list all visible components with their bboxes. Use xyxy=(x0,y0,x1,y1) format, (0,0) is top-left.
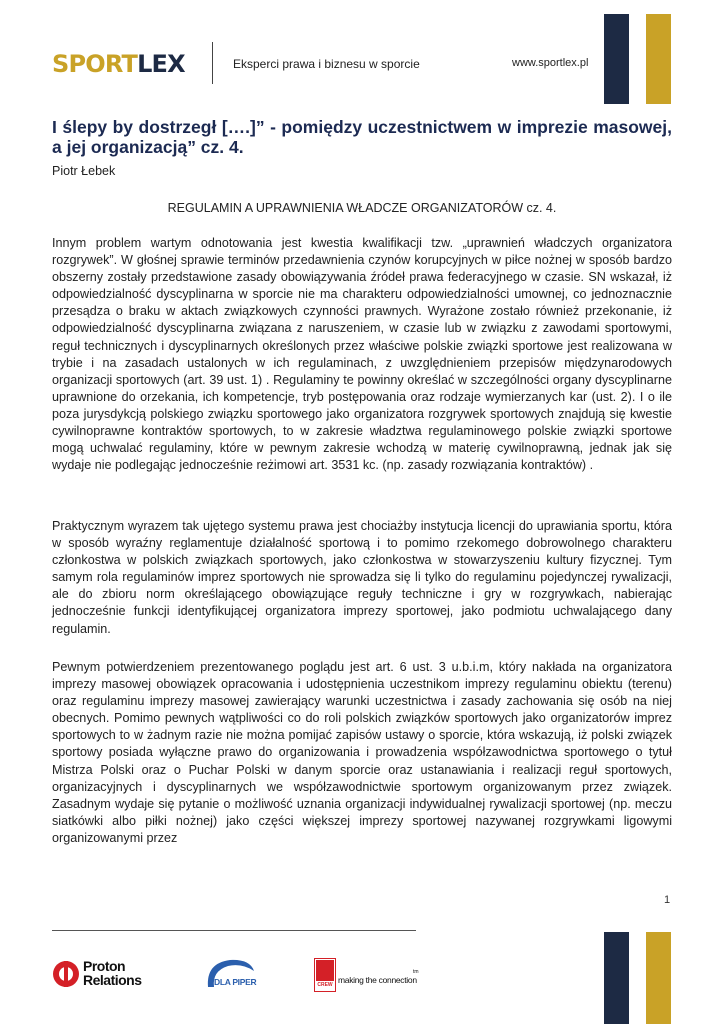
dla-piper-logo xyxy=(204,957,256,991)
proton-name: Proton xyxy=(83,958,126,974)
bottom-corner-bar-gold xyxy=(646,932,671,1024)
article-author: Piotr Łebek xyxy=(52,164,116,178)
footer-rule xyxy=(52,930,416,931)
header-divider xyxy=(212,42,213,84)
crew-logo xyxy=(314,958,424,992)
article-title: I ślepy by dostrzegł [….]” - pomiędzy uczestnictwem w imprezie masowej, a jej organizacją” cz. 4. xyxy=(52,117,672,157)
proton-mark-icon xyxy=(52,959,80,989)
paragraph-1: Innym problem wartym odnotowania jest kwestia kwalifikacji tzw. „uprawnień władczych organizatora rozgrywek”. W głośnej sprawie terminów przedawnienia czynów korupcyjnych w piłce nożnej w sposób bardzo obszerny zostały przedstawione zasady obowiązywania źródeł prawa federacyjnego w czasie. SN wskazał, iż odpowiedzialność dyscyplinarna w sporcie nie ma charakteru odpowiedzialności umownej, co jednoznacznie przesądza o braku w aktach związkowych czynności prawnych. Wyrażone zostało również przekonanie, iż odpowiedzialność dyscyplinarna związana z naruszeniem, w czasie lub w związku z zawodami sportowymi, reguł technicznych i dyscyplinarnych określonych przez właściwe polskie związki sportowe jest realizowana w trybie i na zasadach ustalonych w ich regulaminach, z uwzględnieniem przepisów międzynarodowych organizacji sportowych (art. 39 ust. 1) . Regulaminy te powinny określać w szczególności organy dyscyplinarne uprawnione do orzekania, ich kompetencje, tryb postępowania oraz rodzaje wymierzanych kar (ust. 2). I o ile poza jurysdykcją polskiego związku sportowego jako organizatora rozgrywek sportowych znajdują się kwestie cywilnoprawne kontraktów sportowych, to w zakresie władztwa regulaminowego polskie związki sportowe mogą uchwalać regulaminy, które w pewnym zakresie wchodzą w materię cywilnoprawną, jednak jak się wydaje nie podlegając jednocześnie reżimowi art. 3531 kc. (np. zasady rozwiązania kontraktów) . xyxy=(52,236,672,473)
paragraph-2: Praktycznym wyrazem tak ujętego systemu prawa jest chociażby instytucja licencji do uprawiania sportu, która w sposób wyraźny reglamentuje działalność sportową i to pomimo rzekomego dobrowolnego charakteru członkostwa w polskich związkach sportowych, jako członkostwa w stowarzyszeniu kultury fizycznej. Tym samym rola regulaminów imprez sportowych nie sprowadza się li tylko do regulaminu pojedynczej rywalizacji, ale do zbioru norm określającego obowiązujące reguły techniczne i gry w rozgrywkach, nabierając jednocześnie funkcji identyfikującej organizatora imprezy sportowej, jako podmiotu uchwalającego dany regulamin. xyxy=(52,519,672,636)
crew-badge-mark xyxy=(316,960,334,981)
section-heading: REGULAMIN A UPRAWNIENIA WŁADCZE ORGANIZATORÓW cz. 4. xyxy=(167,201,557,215)
crew-badge xyxy=(314,958,336,992)
proton-relations-logo xyxy=(52,958,152,990)
bottom-corner-bar-navy xyxy=(604,932,629,1024)
top-corner-bar-gold xyxy=(646,14,671,104)
website-link[interactable]: www.sportlex.pl xyxy=(512,57,589,69)
relations-name: Relations xyxy=(83,972,142,988)
paragraph-3: Pewnym potwierdzeniem prezentowanego poglądu jest art. 6 ust. 3 u.b.i.m, który nakłada na organizatora imprezy masowej obowiązek opracowania i udostępnienia uczestnikom imprezy regulaminu obiektu (terenu) oraz regulaminu imprezy masowej zawierający warunki uczestnictwa i zasady zachowania się osób na niej obecnych. Pomimo pewnych wątpliwości co do roli polskich związków sportowych jako organizatorów imprez sportowych to w żadnym razie nie można pomijać zapisów ustawy o sporcie, która wskazują, iż polski związek sportowy posiada wyłączne prawo do organizowania i prowadzenia współzawodnictwa sportowego o tytuł Mistrza Polski oraz o Puchar Polski w danym sporcie oraz ustanawiania i realizacji reguł sportowych, organizacyjnych i dyscyplinarnych we współzawodnictwie sportowym organizowanym przez związek. Zasadnym wydaje się pytanie o możliwość uznania organizacji indywidualnej rywalizacji sportowej (np. meczu siatkówki albo piłki nożnej) jako części większej imprezy sportowej nazywanej rozgrywkami ligowymi organizowanymi przez xyxy=(52,660,672,845)
page-number: 1 xyxy=(664,894,671,906)
logo-sport-text: SPORT xyxy=(52,50,138,78)
crew-tm: tm xyxy=(413,969,419,975)
top-corner-bar-navy xyxy=(604,14,629,104)
crew-tagline: making the connection xyxy=(338,975,417,985)
crew-badge-text: CREW xyxy=(317,982,333,988)
dla-piper-text: DLA PIPER xyxy=(214,977,257,987)
header-tagline: Eksperci prawa i biznesu w sporcie xyxy=(233,57,420,71)
sportlex-logo xyxy=(52,52,185,76)
logo-lex-text: LEX xyxy=(137,50,185,78)
